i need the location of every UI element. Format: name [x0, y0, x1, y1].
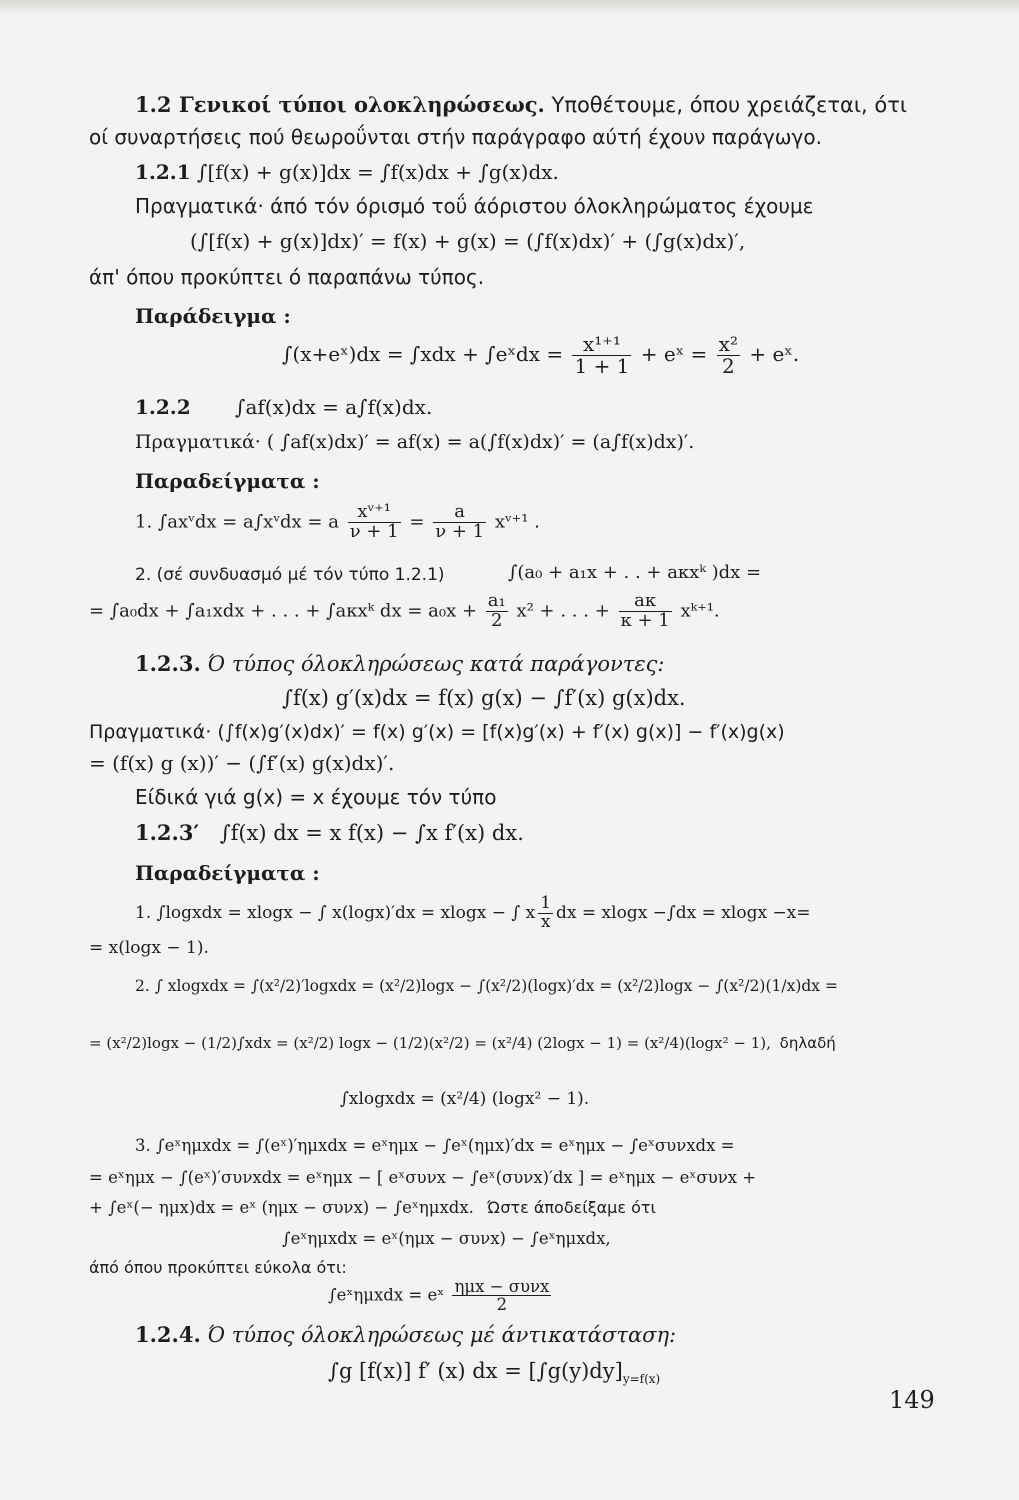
rule-122-number: 1.2.2 — [135, 395, 191, 419]
rule-121-proof-formula: (∫[f(x) + g(x)]dx)′ = f(x) + g(x) = (∫f(x)dx)′ + (∫g(x)dx)′, — [190, 229, 746, 253]
rule-124-title: Ό τύπος όλοκληρώσεως μέ άντικατάσταση: — [207, 1323, 677, 1347]
rule-123-prime-formula: ∫f(x) dx = x f(x) − ∫x f′(x) dx. — [219, 821, 524, 845]
rule-122-ex2-cont — [89, 592, 720, 631]
section-title: 1.2 Γενικοί τύποι ολοκληρώσεως. — [135, 92, 545, 117]
rule-123-ex3-f — [328, 1278, 554, 1314]
fraction-numerator: x¹⁺¹ — [572, 334, 631, 356]
rule-122-examples-label: Παραδείγματα : — [135, 469, 320, 493]
fraction-denominator: x — [540, 911, 551, 932]
rule-121-example — [282, 334, 799, 377]
ex3-f-lhs: ∫eˣημxdx = eˣ — [328, 1285, 445, 1305]
rule-123-ex3-e: άπό όπου προκύπτει εύκολα ότι: — [89, 1258, 347, 1277]
rule-124-subscript: y=f(x) — [622, 1372, 661, 1387]
rule-123-proof-b: = (f(x) g (x))′ − (∫f′(x) g(x)dx)′. — [89, 751, 395, 775]
example-mid: + eˣ = — [640, 342, 708, 366]
ex2-word: δηλαδή — [779, 1034, 836, 1052]
rule-122-ex1 — [135, 503, 540, 542]
rule-123-ex3-a: 3. ∫eˣημxdx = ∫(eˣ)′ημxdx = eˣημx − ∫eˣ(ημx)′dx = eˣημx − ∫eˣσυνxdx = — [135, 1136, 735, 1155]
rule-122-ex2-formula: ∫(a₀ + a₁x + . . + aκxᵏ )dx = — [508, 562, 762, 583]
rule-123-ex2-c: ∫xlogxdx = (x²/4) (logx² − 1). — [340, 1089, 590, 1109]
fraction-numerator: aκ — [619, 592, 672, 612]
fraction — [572, 334, 631, 377]
fraction — [717, 334, 740, 377]
rule-122-ex2-line — [135, 562, 445, 588]
rule-124-formula: ∫g [f(x)] f′ (x) dx = [∫g(y)dy] — [328, 1359, 623, 1383]
example-lhs: ∫(x+eˣ)dx = ∫xdx + ∫eˣdx = — [282, 342, 564, 366]
fraction-numerator: a₁ — [487, 590, 506, 611]
fraction-denominator: ν + 1 — [349, 520, 399, 542]
example-end: + eˣ. — [749, 342, 800, 366]
fraction-numerator: 1 — [540, 893, 552, 913]
fraction-denominator: 2 — [491, 609, 503, 631]
ex1-end: xᵛ⁺¹ . — [494, 511, 540, 533]
rule-123-number: 1.2.3. — [135, 651, 201, 676]
fraction-denominator: 2 — [496, 1295, 508, 1315]
rule-122-formula: ∫af(x)dx = a∫f(x)dx. — [235, 395, 433, 419]
fraction — [452, 1278, 551, 1314]
fraction — [619, 592, 672, 631]
fraction-denominator: 2 — [721, 354, 735, 378]
rule-123-examples-label: Παραδείγματα : — [135, 861, 320, 885]
rule-122-proof: Πραγματικά· ( ∫af(x)dx)′ = af(x) = a(∫f(x)dx)′ = (a∫f(x)dx)′. — [135, 431, 695, 453]
rule-121-proof-a: Πραγματικά· άπό τόν όρισμό τοΰ άόριστου όλοκληρώματος έχουμε — [135, 194, 814, 218]
rule-123-special: Είδικά γιά g(x) = x έχουμε τόν τύπο — [135, 785, 497, 809]
rule-123-prime-line — [135, 820, 524, 846]
section-heading-line — [135, 92, 907, 118]
rule-123-ex1 — [135, 895, 811, 932]
ex1-b: dx = xlogx −∫dx = xlogx −x= — [556, 902, 811, 923]
rule-124-heading — [135, 1322, 676, 1348]
fraction — [433, 503, 486, 542]
ex2-cont-b: x² + . . . + — [516, 600, 610, 622]
fraction — [486, 592, 508, 631]
fraction-numerator: a — [433, 503, 486, 523]
ex2-b: = (x²/2)logx − (1/2)∫xdx = (x²/2) logx − (1/2)(x²/2) = (x²/4) (2logx − 1) = (x²/4)(logx² − 1), — [89, 1034, 771, 1052]
fraction — [538, 895, 553, 932]
ex1-a: 1. ∫logxdx = xlogx − ∫ x(logx)′dx = xlogx − ∫ x — [135, 902, 536, 923]
rule-123-ex3-d: ∫eˣημxdx = eˣ(ημx − συνx) − ∫eˣημxdx, — [282, 1229, 611, 1248]
rule-123-heading — [135, 651, 664, 677]
rule-121-formula: ∫[f(x) + g(x)]dx = ∫f(x)dx + ∫g(x)dx. — [197, 160, 559, 184]
rule-121-line — [135, 159, 559, 185]
rule-123-ex1-cont: = x(logx − 1). — [89, 938, 209, 958]
rule-123-formula: ∫f(x) g′(x)dx = f(x) g(x) − ∫f′(x) g(x)dx. — [282, 686, 686, 710]
ex2-cont-c: xᵏ⁺¹. — [680, 600, 720, 622]
fraction-denominator: κ + 1 — [620, 609, 670, 631]
fraction-numerator: ημx − συνx — [454, 1277, 550, 1296]
page-number: 149 — [889, 1386, 935, 1414]
rule-121-example-label: Παράδειγμα : — [135, 304, 291, 328]
rule-123-ex3-b: = eˣημx − ∫(eˣ)′συνxdx = eˣημx − [ eˣσυνx − ∫eˣ(συνx)′dx ] = eˣημx − eˣσυνx + — [89, 1168, 757, 1187]
ex2-cont-a: = ∫a₀dx + ∫a₁xdx + . . . + ∫aκxᵏ dx = a₀x + — [89, 600, 478, 622]
fraction-numerator: x² — [718, 332, 738, 356]
rule-123-prime-number: 1.2.3′ — [135, 820, 199, 845]
ex1-lhs: 1. ∫axᵛdx = a∫xᵛdx = a — [135, 511, 339, 533]
rule-121-proof-b: άπ' όπου προκύπτει ό παραπάνω τύπος. — [89, 265, 485, 289]
proof-a-text: Πραγματικά· (∫f(x)g′(x)dx)′ = f(x) g′(x) = [f(x)g′(x) + f′(x) g(x)] − f′(x)g(x) — [89, 721, 785, 743]
page-edge-shadow — [0, 0, 1019, 14]
rule-123-title: Ό τύπος όλοκληρώσεως κατά παράγοντες: — [207, 652, 665, 676]
rule-123-ex3-c-line — [89, 1195, 656, 1221]
rule-124-number: 1.2.4. — [135, 1322, 201, 1347]
fraction-denominator: ν + 1 — [435, 520, 485, 542]
fraction-numerator: xᵛ⁺¹ — [348, 503, 401, 523]
ex1-eq: = — [409, 511, 425, 533]
ex3-c: + ∫eˣ(− ημx)dx = eˣ (ημx − συνx) − ∫eˣημxdx. — [89, 1198, 474, 1217]
rule-124-formula-line — [328, 1358, 660, 1392]
ex3-word: Ώστε άποδείξαμε ότι — [487, 1198, 656, 1217]
rule-123-ex2-b-line — [89, 1030, 836, 1056]
section-intro-b: οί συναρτήσεις πού θεωροΰνται στήν παράγραφο αύτή έχουν παράγωγο. — [89, 125, 822, 149]
ex2-text: 2. (σέ συνδυασμό μέ τόν τύπο 1.2.1) — [135, 565, 445, 585]
fraction-denominator: 1 + 1 — [574, 354, 630, 378]
rule-122-line — [135, 394, 432, 420]
rule-123-proof-a — [89, 719, 785, 745]
rule-121-number: 1.2.1 — [135, 160, 191, 184]
rule-123-ex2-a: 2. ∫ xlogxdx = ∫(x²/2)′logxdx = (x²/2)logx − ∫(x²/2)(logx)′dx = (x²/2)logx − ∫(x²/2)(1/x)dx = — [135, 977, 838, 995]
fraction — [348, 503, 401, 542]
section-intro-a: Υποθέτουμε, όπου χρειάζεται, ότι — [544, 93, 907, 117]
